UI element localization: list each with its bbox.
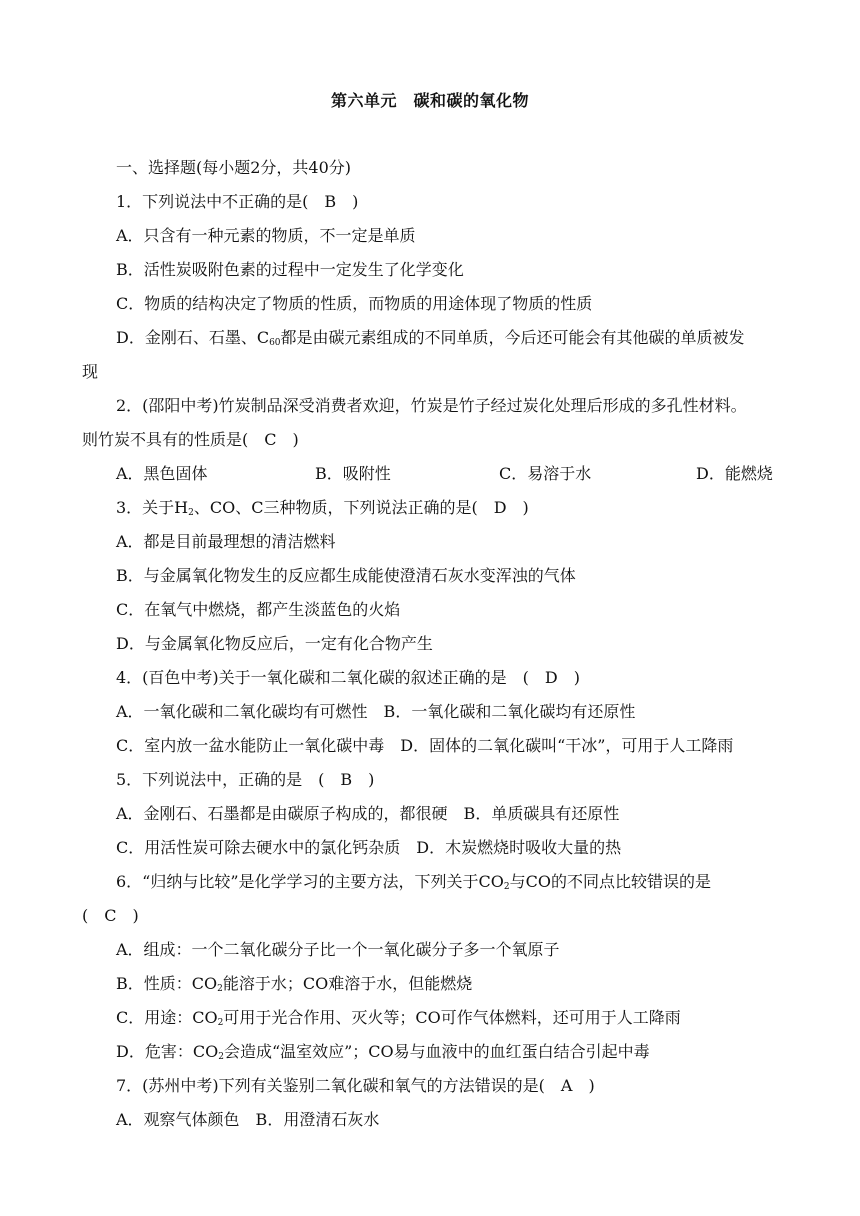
question-3-stem-part1: 3．关于H — [116, 498, 189, 517]
question-6-option-c-subscript: 2 — [217, 1018, 224, 1028]
question-5-options-ab: A．金刚石、石墨都是由碳原子构成的，都很硬 B．单质碳具有还原性 — [116, 804, 620, 823]
question-2-option-d: D．能燃烧 — [696, 464, 773, 483]
question-4-options-ab: A．一氧化碳和二氧化碳均有可燃性 B．一氧化碳和二氧化碳均有还原性 — [116, 702, 636, 721]
question-1-option-d-subscript: 60 — [269, 338, 281, 348]
question-6-option-d-part1: D．危害：CO — [116, 1042, 219, 1061]
question-6-option-b-part1: B．性质：CO — [116, 974, 218, 993]
question-2-stem-continuation: 则竹炭不具有的性质是( C ) — [82, 430, 299, 449]
question-5-stem: 5．下列说法中，正确的是 ( B ) — [116, 770, 375, 789]
question-3-option-c: C．在氧气中燃烧，都产生淡蓝色的火焰 — [116, 600, 401, 619]
question-1-option-d-part1: D．金刚石、石墨、C — [116, 328, 270, 347]
question-6-stem-subscript: 2 — [503, 882, 510, 892]
question-3-stem — [116, 496, 816, 520]
question-1-option-d-part2: 都是由碳元素组成的不同单质，今后还可能会有其他碳的单质被发 — [280, 328, 745, 347]
question-2-option-b: B．吸附性 — [315, 464, 391, 483]
question-1-option-c: C．物质的结构决定了物质的性质，而物质的用途体现了物质的性质 — [116, 294, 593, 313]
question-6-option-d — [116, 1040, 816, 1064]
question-4-options-cd: C．室内放一盆水能防止一氧化碳中毒 D．固体的二氧化碳叫“干冰”，可用于人工降雨 — [116, 736, 734, 755]
question-6-stem — [116, 870, 816, 894]
question-2-option-a: A．黑色固体 — [116, 464, 208, 483]
question-3-option-b: B．与金属氧化物发生的反应都生成能使澄清石灰水变浑浊的气体 — [116, 566, 576, 585]
question-6-option-b-subscript: 2 — [217, 984, 223, 994]
question-4-stem: 4．(百色中考)关于一氧化碳和二氧化碳的叙述正确的是 ( D ) — [116, 668, 580, 687]
question-6-option-c-part2: 可用于光合作用、灭火等；CO可作气体燃料，还可用于人工降雨 — [223, 1008, 681, 1027]
question-6-stem-part1: 6．“归纳与比较”是化学学习的主要方法，下列关于CO — [116, 872, 504, 891]
question-6-option-d-part2: 会造成“温室效应”；CO易与血液中的血红蛋白结合引起中毒 — [223, 1042, 650, 1061]
question-3-stem-part2: 、CO、C三种物质，下列说法正确的是( D ) — [193, 498, 529, 517]
question-3-stem-subscript: 2 — [188, 508, 194, 518]
question-6-option-c-part1: C．用途：CO — [116, 1008, 218, 1027]
question-3-option-d: D．与金属氧化物反应后，一定有化合物产生 — [116, 634, 433, 653]
document-title: 第六单元 碳和碳的氧化物 — [330, 91, 529, 110]
question-1-option-d-continuation: 现 — [82, 362, 99, 381]
question-6-option-c — [116, 1006, 816, 1030]
question-2-stem: 2．(邵阳中考)竹炭制品深受消费者欢迎，竹炭是竹子经过炭化处理后形成的多孔性材料。 — [116, 396, 747, 415]
section-heading: 一、选择题(每小题2分，共40分) — [116, 158, 352, 177]
question-6-option-b-part2: 能溶于水；CO难溶于水，但能燃烧 — [222, 974, 473, 993]
question-7-options-ab: A．观察气体颜色 B．用澄清石灰水 — [116, 1110, 380, 1129]
question-2-option-c: C．易溶于水 — [499, 464, 592, 483]
question-5-options-cd: C．用活性炭可除去硬水中的氯化钙杂质 D．木炭燃烧时吸收大量的热 — [116, 838, 622, 857]
question-6-option-b — [116, 972, 816, 996]
question-7-stem: 7．(苏州中考)下列有关鉴别二氧化碳和氧气的方法错误的是( A ) — [116, 1076, 595, 1095]
question-6-stem-part2: 与CO的不同点比较错误的是 — [509, 872, 712, 891]
question-1-stem: 1．下列说法中不正确的是( B ) — [116, 192, 359, 211]
question-6-option-d-subscript: 2 — [218, 1052, 224, 1062]
question-6-stem-continuation: ( C ) — [82, 906, 139, 925]
question-6-option-a: A．组成：一个二氧化碳分子比一个一氧化碳分子多一个氧原子 — [116, 940, 560, 959]
question-1-option-a: A．只含有一种元素的物质，不一定是单质 — [116, 226, 416, 245]
question-1-option-b: B．活性炭吸附色素的过程中一定发生了化学变化 — [116, 260, 464, 279]
question-1-option-d — [116, 326, 816, 350]
question-3-option-a: A．都是目前最理想的清洁燃料 — [116, 532, 336, 551]
